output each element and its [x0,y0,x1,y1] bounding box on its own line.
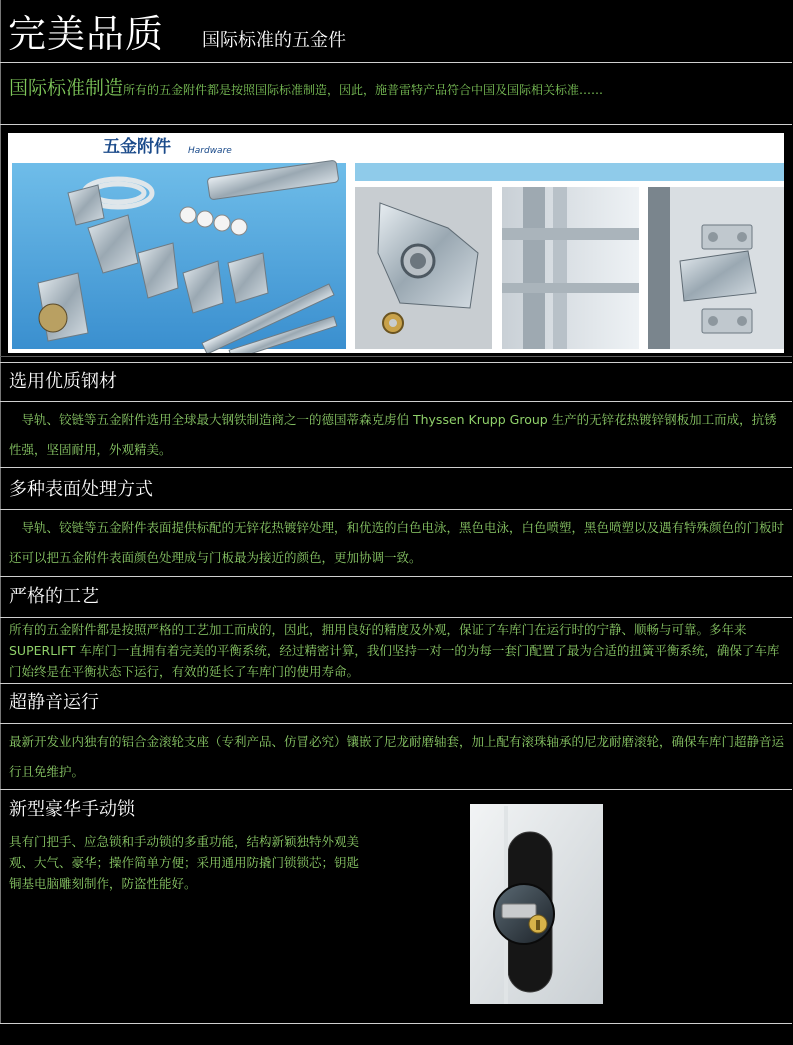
section-text-steel: 导轨、铰链等五金附件选用全球最大钢铁制造商之一的德国蒂森克虏伯 Thyssen Krupp Group 生产的无锌花热镀锌钢板加工而成，抗锈性强，坚固耐用，外观精美。 [9,412,777,457]
section-text-craft: 所有的五金附件都是按照严格的工艺加工而成的，因此，拥用良好的精度及外观，保证了车库门在运行时的宁静、顺畅与可靠。多年来 SUPERLIFT 车库门一直拥有着完美的平衡系统，经过精密计算，我们坚持一对一的为每一套门配置了最为合适的扭簧平衡系统，确保了车库门始终是在平衡状态下运行，有效的延长了车库门的使用寿命。 [9,622,780,679]
divider [0,683,792,684]
page-subtitle: 国际标准的五金件 [202,30,346,51]
banner-caption: 五金附件 [103,137,171,157]
intro-lead: 国际标准制造 [9,77,124,99]
divider [0,356,792,357]
divider [0,789,792,790]
section-text-lock: 具有门把手、应急锁和手动锁的多重功能，结构新颖独特外观美观、大气、豪华；操作简单方便；采用通用防撬门锁锁芯；钥匙铜基电脑雕刻制作，防盗性能好。 [9,834,360,891]
section-text-silent: 最新开发业内独有的铝合金滚轮支座（专利产品、仿冒必究）镶嵌了尼龙耐磨轴套，加上配有滚珠轴承的尼龙耐磨滚轮，确保车库门超静音运行且免维护。 [9,734,785,779]
divider [0,617,792,618]
divider [0,509,792,510]
divider [0,124,792,125]
intro-text: 所有的五金附件都是按照国际标准制造，因此，施普雷特产品符合中国及国际相关标准…… [123,83,604,97]
section-text-surface: 导轨、铰链等五金附件表面提供标配的无锌花热镀锌处理，和优选的白色电泳，黑色电泳，白色喷塑，黑色喷塑以及遇有特殊颜色的门板时还可以把五金附件表面颜色处理成与门板最为接近的颜色，更加协调一致。 [9,520,785,565]
section-heading-steel: 选用优质钢材 [9,371,117,392]
hardware-banner [8,133,784,353]
divider [0,467,792,468]
section-heading-craft: 严格的工艺 [9,586,99,607]
manual-lock-photo [470,804,603,1004]
divider [0,723,792,724]
intro-block [9,76,779,102]
divider [0,1023,792,1024]
divider [0,62,792,63]
banner-caption-en: Hardware [188,146,232,156]
section-heading-silent: 超静音运行 [9,692,99,713]
section-heading-surface: 多种表面处理方式 [9,479,153,500]
divider [0,401,792,402]
page-title: 完美品质 [8,12,165,56]
hardware-photo-collage [8,133,784,353]
divider [0,362,792,363]
section-heading-lock: 新型豪华手动锁 [9,799,135,820]
divider [0,576,792,577]
